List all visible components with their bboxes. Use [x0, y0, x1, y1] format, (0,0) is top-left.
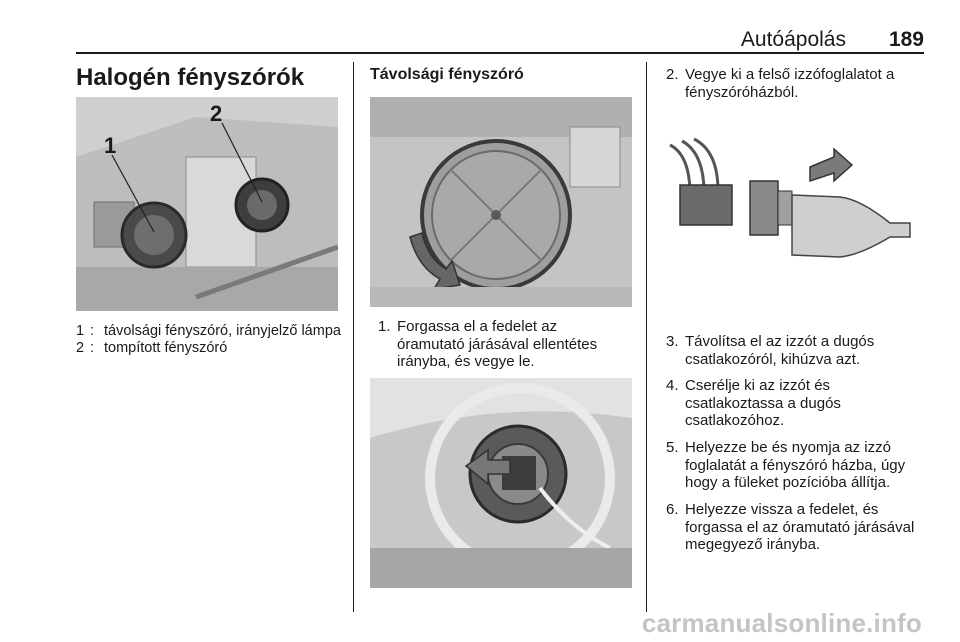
step-text: Távolítsa el az izzót a dugós csatlakozóról, kihúzva azt. — [685, 333, 875, 368]
step-text: Cserélje ki az izzót és csatlakoztassa a dugós csatlakozóhoz. — [685, 377, 841, 429]
step-number: 5. — [666, 439, 679, 456]
step-item — [666, 439, 928, 492]
bulb-holder-illustration — [370, 378, 632, 588]
legend-text: tompított fényszóró — [104, 340, 228, 356]
step-item — [666, 501, 928, 554]
step-number: 3. — [666, 333, 679, 350]
watermark: carmanualsonline.info — [641, 608, 922, 638]
step-text: Vegye ki a felső izzófoglalatot a fényszóróházból. — [685, 66, 895, 101]
step-number: 6. — [666, 501, 679, 518]
bulb-holder-drawing — [370, 378, 632, 588]
legend-item — [76, 340, 346, 357]
step-text: Helyezze be és nyomja az izzó foglalatát a fényszóró házba, úgy hogy a füleket pozícióba állítja. — [685, 439, 906, 491]
cover-removal-illustration — [370, 97, 632, 307]
step-number: 2. — [666, 66, 679, 83]
step-number: 4. — [666, 377, 679, 394]
bulb-removal-illustration — [660, 115, 924, 318]
legend-number: 1 — [76, 323, 85, 339]
legend-text: távolsági fényszóró, irányjelző lámpa — [104, 323, 341, 339]
column-divider-right — [646, 62, 647, 612]
section-heading: Halogén fényszórók — [76, 64, 305, 91]
bulb-removal-drawing — [660, 115, 924, 318]
callout-2: 2 — [210, 101, 223, 126]
subsection-heading: Távolsági fényszóró — [370, 66, 524, 83]
step-item — [666, 66, 928, 101]
section-title: Autóápolás — [740, 28, 846, 51]
step-item — [378, 318, 618, 371]
step-item — [666, 377, 928, 430]
callout-1: 1 — [104, 133, 117, 158]
cover-removal-drawing — [370, 97, 632, 307]
page-number: 189 — [888, 28, 924, 51]
step-number: 1. — [378, 318, 391, 335]
headlamp-overview-drawing — [76, 97, 338, 311]
step-text: Forgassa el a fedelet az óramutató járásával ellentétes irányba, és vegye le. — [397, 318, 598, 370]
headlamp-overview-illustration — [76, 97, 338, 311]
step-item — [666, 333, 928, 368]
legend-separator: : — [90, 340, 95, 356]
legend-number: 2 — [76, 340, 85, 356]
figure-legend — [76, 323, 346, 357]
step-text: Helyezze vissza a fedelet, és forgassa el az óramutató járásával megegyező irányba. — [685, 501, 915, 553]
legend-item — [76, 323, 346, 340]
legend-separator: : — [90, 323, 95, 339]
column-divider-left — [353, 62, 354, 612]
page-header — [76, 20, 924, 54]
